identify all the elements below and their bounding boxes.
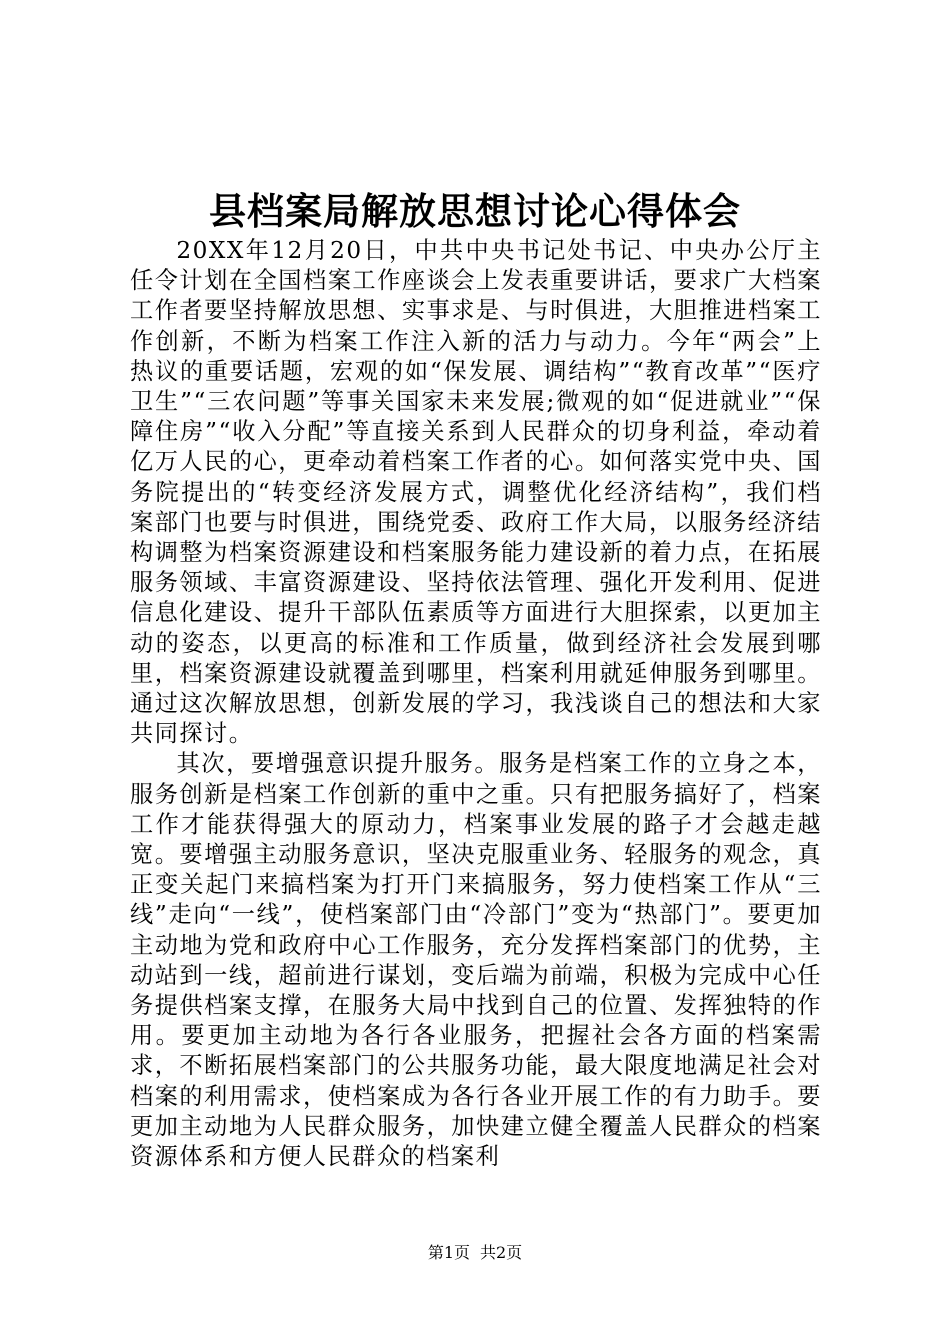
page-total: 共2页	[480, 1243, 523, 1262]
document-body	[130, 236, 822, 1172]
page-number: 第1页	[427, 1243, 470, 1262]
body-paragraph: 20XX年12月20日，中共中央书记处书记、中央办公厅主任令计划在全国档案工作座谈会上发表重要讲话，要求广大档案工作者要坚持解放思想、实事求是、与时俱进，大胆推进档案工作创新，不断为档案工作注入新的活力与动力。今年“两会”上热议的重要话题，宏观的如“保发展、调结构”“教育改革”“医疗卫生”“三农问题”等事关国家未来发展;微观的如“促进就业”“保障住房”“收入分配”等直接关系到人民群众的切身利益，牵动着亿万人民的心，更牵动着档案工作者的心。如何落实党中央、国务院提出的“转变经济发展方式，调整优化经济结构”，我们档案部门也要与时俱进，围绕党委、政府工作大局，以服务经济结构调整为档案资源建设和档案服务能力建设新的着力点，在拓展服务领域、丰富资源建设、坚持依法管理、强化开发利用、促进信息化建设、提升干部队伍素质等方面进行大胆探索，以更加主动的姿态，以更高的标准和工作质量，做到经济社会发展到哪里，档案资源建设就覆盖到哪里，档案利用就延伸服务到哪里。通过这次解放思想，创新发展的学习，我浅谈自己的想法和大家共同探讨。	[130, 237, 822, 748]
body-paragraph: 其次，要增强意识提升服务。服务是档案工作的立身之本，服务创新是档案工作创新的重中之重。只有把服务搞好了，档案工作才能获得强大的原动力，档案事业发展的路子才会越走越宽。要增强主动服务意识，坚决克服重业务、轻服务的观念，真正变关起门来搞档案为打开门来搞服务，努力使档案工作从“三线”走向“一线”，使档案部门由“冷部门”变为“热部门”。要更加主动地为党和政府中心工作服务，充分发挥档案部门的优势，主动站到一线，超前进行谋划，变后端为前端，积极为完成中心任务提供档案支撑，在服务大局中找到自己的位置、发挥独特的作用。要更加主动地为各行各业服务，把握社会各方面的档案需求，不断拓展档案部门的公共服务功能，最大限度地满足社会对档案的利用需求，使档案成为各行各业开展工作的有力助手。要更加主动地为人民群众服务，加快建立健全覆盖人民群众的档案资源体系和方便人民群众的档案利	[130, 750, 822, 1171]
page-footer	[0, 1242, 950, 1264]
document-title: 县档案局解放思想讨论心得体会	[209, 189, 741, 233]
